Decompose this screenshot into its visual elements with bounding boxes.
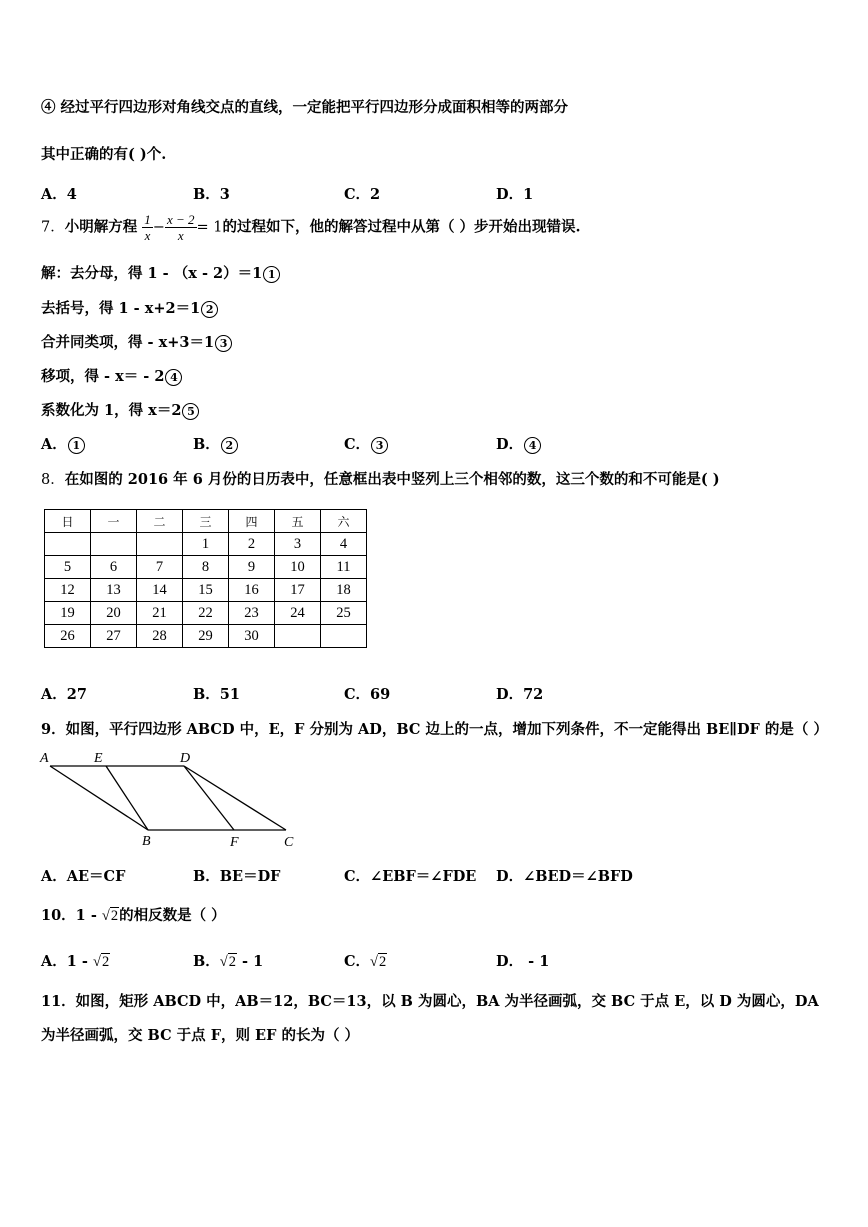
- sqrt-symbol: √2: [101, 908, 119, 924]
- calendar-header-cell: 五: [275, 510, 321, 533]
- q10-option-b: B．√2 - 1: [193, 953, 264, 970]
- calendar-cell: 24: [275, 602, 321, 625]
- calendar-cell: 21: [137, 602, 183, 625]
- label-a: A: [40, 751, 49, 766]
- label-b: B: [142, 834, 151, 849]
- q9-option-a: A．AE＝CF: [41, 868, 126, 885]
- q6-statement-4: ④ 经过平行四边形对角线交点的直线，一定能把平行四边形分成面积相等的两部分: [41, 99, 569, 116]
- calendar-cell: 4: [321, 533, 367, 556]
- q7-option-b: B． 2: [193, 433, 238, 454]
- q7-step-3: 合并同类项，得 - x+3＝1 3: [41, 331, 232, 352]
- calendar-header-cell: 三: [183, 510, 229, 533]
- label-e: E: [94, 751, 103, 766]
- calendar-cell: [275, 625, 321, 648]
- calendar-cell: [91, 533, 137, 556]
- q8-option-c: C．69: [344, 686, 391, 703]
- calendar-cell: 6: [91, 556, 137, 579]
- circled-number-icon: 4: [165, 369, 182, 386]
- q9-option-d: D．∠BED＝∠BFD: [496, 868, 633, 885]
- q7-option-c: C． 3: [344, 433, 388, 454]
- calendar-cell: 18: [321, 579, 367, 602]
- q8-option-b: B．51: [193, 686, 240, 703]
- calendar-cell: 23: [229, 602, 275, 625]
- segment-be: [106, 766, 148, 830]
- calendar-cell: [321, 625, 367, 648]
- q9-option-b: B．BE＝DF: [193, 868, 281, 885]
- calendar-cell: 17: [275, 579, 321, 602]
- q7-stem: 7．小明解方程 $\frac{1}{x}$ − $\frac{x - 2}{x}$ = 1的过程如下，他的解答过程中从第（ ）步开始出现错误.: [41, 212, 581, 243]
- q7-step-5: 系数化为 1，得 x＝2 5: [41, 399, 199, 420]
- calendar-header-cell: 一: [91, 510, 137, 533]
- calendar-header-cell: 二: [137, 510, 183, 533]
- sqrt-symbol: √2: [219, 954, 236, 970]
- q10-option-c: C．√2: [344, 953, 387, 970]
- calendar-cell: 30: [229, 625, 275, 648]
- calendar-table: [44, 509, 367, 648]
- calendar-cell: 26: [45, 625, 91, 648]
- calendar-cell: [45, 533, 91, 556]
- segment-df: [184, 766, 234, 830]
- calendar-cell: 16: [229, 579, 275, 602]
- q8-option-d: D．72: [496, 686, 544, 703]
- q7-option-d: D． 4: [496, 433, 541, 454]
- calendar-cell: 14: [137, 579, 183, 602]
- q6-option-c: C．2: [344, 186, 381, 203]
- q6-option-d: D．1: [496, 186, 534, 203]
- q8-option-a: A．27: [41, 686, 87, 703]
- side-dc: [184, 766, 286, 830]
- calendar-cell: 10: [275, 556, 321, 579]
- calendar-header-cell: 日: [45, 510, 91, 533]
- calendar-row: [45, 556, 367, 579]
- calendar-row: [45, 533, 367, 556]
- calendar-cell: 20: [91, 602, 137, 625]
- q10-stem: 10．1 - √2的相反数是（ ）: [41, 907, 226, 924]
- q10-option-a: A．1 - √2: [41, 953, 110, 970]
- circled-number-icon: 2: [221, 437, 238, 454]
- calendar-row: [45, 602, 367, 625]
- circled-number-icon: 2: [201, 301, 218, 318]
- calendar-cell: 11: [321, 556, 367, 579]
- sqrt-symbol: √2: [370, 954, 387, 970]
- q9-stem: 9．如图，平行四边形 ABCD 中，E，F 分别为 AD，BC 边上的一点，增加下列条件，不一定能得出 BE∥DF 的是（ ）: [41, 721, 828, 738]
- q6-prompt: 其中正确的有( )个.: [41, 146, 167, 163]
- circled-number-icon: 4: [524, 437, 541, 454]
- side-ab: [50, 766, 148, 830]
- calendar-cell: 28: [137, 625, 183, 648]
- calendar-cell: 2: [229, 533, 275, 556]
- calendar-cell: 12: [45, 579, 91, 602]
- circled-number-icon: 1: [68, 437, 85, 454]
- calendar-cell: 27: [91, 625, 137, 648]
- calendar-cell: 3: [275, 533, 321, 556]
- circled-number-icon: 3: [371, 437, 388, 454]
- calendar-header-cell: 四: [229, 510, 275, 533]
- label-c: C: [284, 835, 294, 850]
- q7-number: 7．: [41, 219, 65, 236]
- calendar-cell: 5: [45, 556, 91, 579]
- q11-stem-line-1: 11．如图，矩形 ABCD 中，AB＝12，BC＝13，以 B 为圆心，BA 为半径画弧，交 BC 于点 E，以 D 为圆心，DA: [41, 993, 819, 1010]
- q7-step-4: 移项，得 - x＝ - 2 4: [41, 365, 182, 386]
- calendar-cell: 19: [45, 602, 91, 625]
- calendar-row: [45, 625, 367, 648]
- circled-number-icon: 5: [182, 403, 199, 420]
- calendar-cell: 13: [91, 579, 137, 602]
- parallelogram-figure: [38, 748, 308, 852]
- calendar-cell: 25: [321, 602, 367, 625]
- q7-step-2: 去括号，得 1 - x+2＝1 2: [41, 297, 218, 318]
- calendar-header-row: [45, 510, 367, 533]
- q7-option-a: A． 1: [41, 433, 85, 454]
- calendar-cell: 1: [183, 533, 229, 556]
- circled-number-icon: 1: [263, 266, 280, 283]
- calendar-cell: 9: [229, 556, 275, 579]
- q8-stem: 8．在如图的 2016 年 6 月份的日历表中，任意框出表中竖列上三个相邻的数，这三个数的和不可能是( ): [41, 471, 720, 488]
- q9-option-c: C．∠EBF＝∠FDE: [344, 868, 477, 885]
- sqrt-symbol: √2: [92, 954, 110, 970]
- calendar-cell: 29: [183, 625, 229, 648]
- calendar-cell: [137, 533, 183, 556]
- calendar-cell: 8: [183, 556, 229, 579]
- calendar-header-cell: 六: [321, 510, 367, 533]
- q6-option-a: A．4: [41, 186, 77, 203]
- circled-number-icon: 3: [215, 335, 232, 352]
- q7-fraction-1: $\frac{1}{x}$: [144, 212, 151, 243]
- q7-fraction-2: $\frac{x - 2}{x}$: [166, 212, 195, 243]
- label-f: F: [230, 835, 239, 850]
- q7-step-1: 解：去分母，得 1 - （x - 2）＝1 1: [41, 262, 280, 283]
- calendar-cell: 7: [137, 556, 183, 579]
- calendar-cell: 22: [183, 602, 229, 625]
- q6-option-b: B．3: [193, 186, 230, 203]
- calendar-row: [45, 579, 367, 602]
- q10-option-d: D． - 1: [496, 953, 550, 970]
- label-d: D: [180, 751, 191, 766]
- q11-stem-line-2: 为半径画弧，交 BC 于点 F，则 EF 的长为（ ）: [41, 1027, 359, 1044]
- calendar-cell: 15: [183, 579, 229, 602]
